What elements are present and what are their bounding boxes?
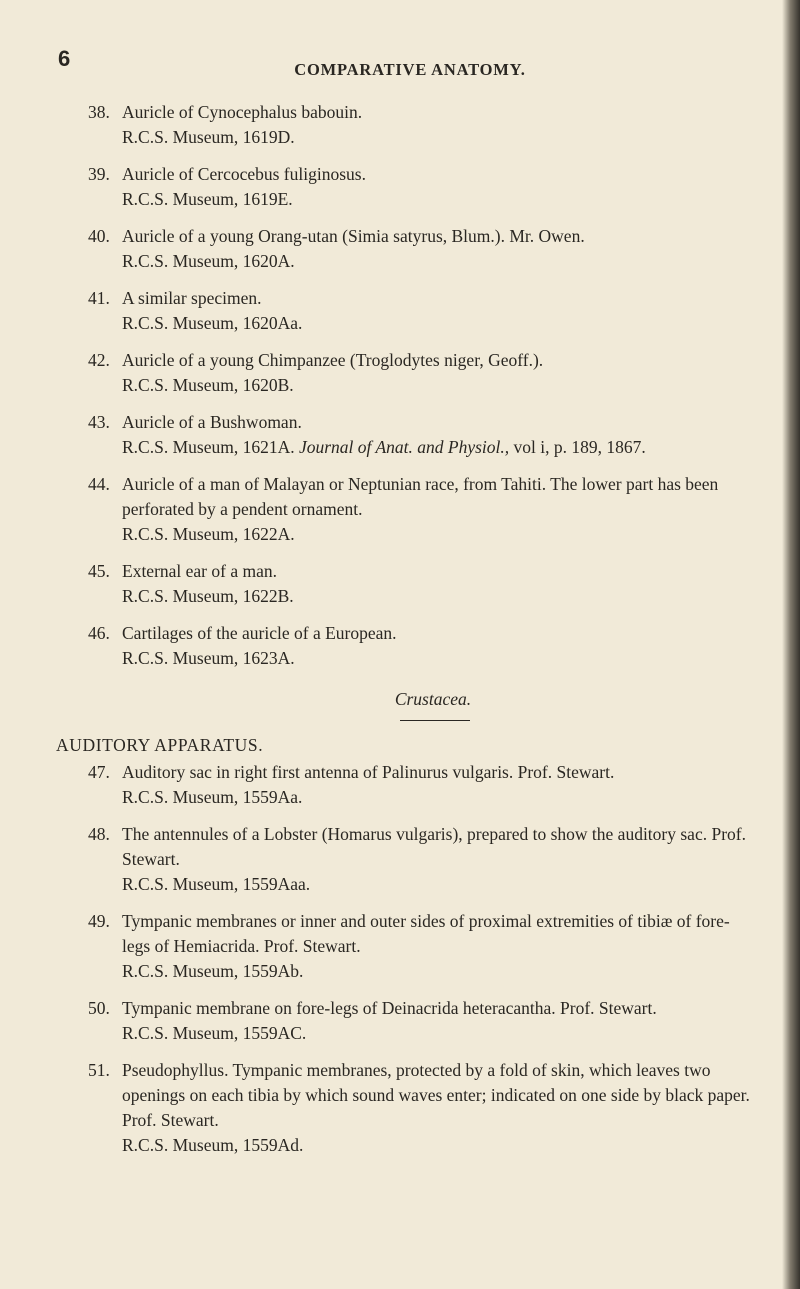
entry-reference: R.C.S. Museum, 1623A.: [122, 648, 295, 668]
entry-number: 43.: [88, 412, 110, 432]
entry-42: [88, 348, 754, 398]
entry-51: [88, 1058, 754, 1158]
subheading: Crustacea.: [394, 689, 472, 709]
entry-text: External ear of a man.: [122, 561, 277, 581]
section-title: AUDITORY APPARATUS.: [56, 735, 264, 755]
entry-48: [88, 822, 754, 897]
entry-number: 49.: [88, 911, 110, 931]
entry-43: [88, 410, 754, 460]
entry-text: Auricle of a young Orang-utan (Simia satyrus, Blum.). Mr. Owen.: [122, 226, 585, 246]
running-head: COMPARATIVE ANATOMY.: [294, 60, 526, 79]
entry-46: [88, 621, 754, 671]
entry-41: [88, 286, 754, 336]
entry-39: [88, 162, 754, 212]
entry-reference: R.C.S. Museum, 1559Aaa.: [122, 874, 311, 894]
entry-text: Auricle of Cercocebus fuliginosus.: [122, 164, 366, 184]
entry-44: [88, 472, 754, 547]
journal-title: Journal of Anat. and Physiol.,: [298, 437, 510, 457]
page-number: 6: [58, 46, 71, 71]
entry-reference: R.C.S. Museum, 1620B.: [122, 375, 294, 395]
catalogue-entries: [56, 100, 754, 1170]
entry-reference: R.C.S. Museum, 1559Aa.: [122, 787, 303, 807]
entry-number: 42.: [88, 350, 110, 370]
entry-40: [88, 224, 754, 274]
entry-reference: R.C.S. Museum, 1559AC.: [122, 1023, 307, 1043]
entry-text: A similar specimen.: [122, 288, 262, 308]
entry-38: [88, 100, 754, 150]
entry-reference: R.C.S. Museum, 1619E.: [122, 189, 293, 209]
entry-text: Pseudophyllus. Tympanic membranes, protected by a fold of skin, which leaves two openings on each tibia by which sound waves enter; indicated on one side by black paper. Prof. Stewart.: [122, 1060, 750, 1130]
journal-volume: vol i, p. 189, 1867.: [513, 437, 646, 457]
entry-text: Auricle of a man of Malayan or Neptunian race, from Tahiti. The lower part has been perforated by a pendent ornament.: [122, 474, 719, 519]
entry-text: Auricle of Cynocephalus babouin.: [122, 102, 363, 122]
entry-number: 51.: [88, 1060, 110, 1080]
entry-number: 40.: [88, 226, 110, 246]
entry-49: [88, 909, 754, 984]
entry-reference: [122, 435, 754, 460]
entry-reference: R.C.S. Museum, 1622B.: [122, 586, 294, 606]
entry-text: Cartilages of the auricle of a European.: [122, 623, 397, 643]
entry-reference: R.C.S. Museum, 1619D.: [122, 127, 295, 147]
entry-text: Auricle of a Bushwoman.: [122, 412, 302, 432]
entry-number: 39.: [88, 164, 110, 184]
entry-reference: R.C.S. Museum, 1622A.: [122, 524, 295, 544]
entry-reference: R.C.S. Museum, 1620Aa.: [122, 313, 303, 333]
entry-45: [88, 559, 754, 609]
entry-47: [88, 760, 754, 810]
entry-reference: R.C.S. Museum, 1559Ab.: [122, 961, 304, 981]
section-rule: [400, 720, 470, 721]
entry-text: The antennules of a Lobster (Homarus vulgaris), prepared to show the auditory sac. Prof. Stewart.: [122, 824, 746, 869]
entry-text: Tympanic membranes or inner and outer sides of proximal extremities of tibiæ of fore-legs of Hemiacrida. Prof. Stewart.: [122, 911, 730, 956]
entry-number: 38.: [88, 102, 110, 122]
entry-text: Auditory sac in right first antenna of Palinurus vulgaris. Prof. Stewart.: [122, 762, 615, 782]
museum-reference: R.C.S. Museum, 1621A.: [122, 437, 295, 457]
entry-number: 50.: [88, 998, 110, 1018]
entry-number: 45.: [88, 561, 110, 581]
entry-reference: R.C.S. Museum, 1559Ad.: [122, 1135, 304, 1155]
page-edge-shadow: [782, 0, 800, 1289]
entry-number: 48.: [88, 824, 110, 844]
entry-text: Tympanic membrane on fore-legs of Deinacrida heteracantha. Prof. Stewart.: [122, 998, 657, 1018]
entry-number: 41.: [88, 288, 110, 308]
entry-text: Auricle of a young Chimpanzee (Troglodytes niger, Geoff.).: [122, 350, 544, 370]
entry-50: [88, 996, 754, 1046]
entry-number: 47.: [88, 762, 110, 782]
entry-number: 44.: [88, 474, 110, 494]
entry-reference: R.C.S. Museum, 1620A.: [122, 251, 295, 271]
entry-number: 46.: [88, 623, 110, 643]
